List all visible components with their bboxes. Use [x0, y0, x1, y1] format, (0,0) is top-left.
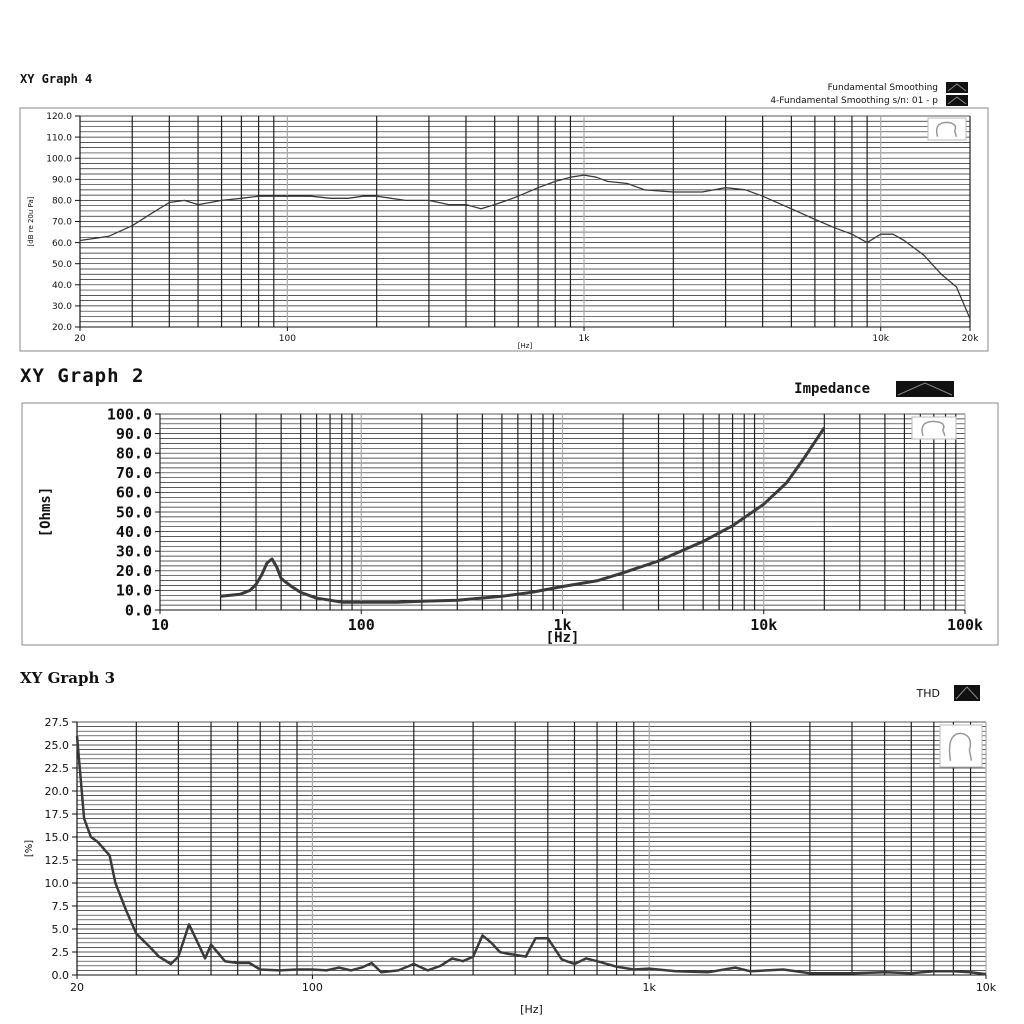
y-axis-label: [%]	[24, 839, 35, 858]
graph2-panel	[0, 355, 1024, 655]
y-tick-label: 60.0	[51, 238, 72, 249]
y-tick-label: 15.0	[44, 830, 69, 844]
grid	[77, 722, 986, 975]
grid	[80, 116, 970, 327]
y-tick-label: 2.5	[51, 945, 69, 959]
x-axis-label: [Hz]	[545, 630, 580, 646]
x-tick-label: 20	[70, 981, 84, 994]
y-tick-label: 12.5	[44, 853, 69, 867]
x-tick-label: 100	[301, 981, 323, 994]
graph3-legend-1-label: THD	[916, 686, 940, 700]
series-line-1	[80, 175, 970, 319]
y-tick-label: 90.0	[115, 424, 152, 443]
y-tick-label: 7.5	[51, 899, 69, 913]
graph3-chart[interactable]	[0, 655, 1024, 1024]
y-tick-label: 80.0	[115, 444, 152, 463]
y-tick-label: 20.0	[44, 784, 69, 798]
y-tick-label: 60.0	[115, 483, 152, 502]
graph3-title: XY Graph 3	[20, 669, 116, 687]
x-tick-label: 100	[278, 334, 296, 344]
x-tick-label: 20	[74, 334, 86, 344]
y-tick-label: 100.0	[46, 154, 72, 165]
graph4-chart[interactable]	[0, 0, 1024, 355]
x-tick-label: 10k	[872, 334, 890, 344]
y-tick-label: 30.0	[115, 542, 152, 561]
x-tick-label: 1k	[578, 334, 590, 344]
palette-icon	[912, 417, 956, 439]
y-tick-label: 100.0	[106, 405, 152, 424]
x-tick-label: 1k	[642, 981, 656, 994]
y-tick-label: 90.0	[51, 175, 72, 186]
chart-frame	[22, 403, 998, 645]
y-tick-label: 10.0	[115, 581, 152, 600]
palette-icon	[928, 118, 966, 140]
y-tick-label: 27.5	[44, 715, 69, 729]
y-axis-label: [dB re 20u Pa]	[27, 196, 35, 247]
graph3-panel	[0, 655, 1024, 1024]
y-tick-label: 120.0	[46, 112, 72, 123]
y-tick-label: 80.0	[51, 196, 72, 207]
y-tick-label: 40.0	[51, 280, 72, 291]
x-tick-label: 100k	[946, 616, 984, 634]
x-axis-label: [Hz]	[520, 1003, 543, 1016]
y-tick-label: 25.0	[44, 738, 69, 752]
y-tick-label: 40.0	[115, 522, 152, 541]
y-tick-label: 20.0	[51, 323, 72, 334]
x-tick-label: 1k	[553, 616, 572, 634]
palette-icon-frame	[928, 118, 966, 140]
y-tick-label: 50.0	[51, 259, 72, 270]
y-tick-label: 70.0	[51, 217, 72, 228]
y-tick-label: 0.0	[51, 968, 69, 982]
palette-icon-frame	[912, 417, 956, 439]
y-tick-label: 50.0	[115, 503, 152, 522]
y-tick-label: 22.5	[44, 761, 69, 775]
y-tick-label: 70.0	[115, 464, 152, 483]
graph4-legend-2-label: 4-Fundamental Smoothing s/n: 01 - p	[770, 95, 938, 106]
graph4-title: XY Graph 4	[20, 72, 93, 86]
x-tick-label: 20k	[961, 334, 979, 344]
palette-icon-frame	[940, 725, 982, 767]
y-tick-label: 0.0	[124, 601, 152, 620]
y-tick-label: 5.0	[51, 922, 69, 936]
graph2-chart[interactable]	[0, 355, 1024, 655]
x-tick-label: 10k	[975, 981, 997, 994]
y-tick-label: 30.0	[51, 302, 72, 313]
graph2-legend-1-label: Impedance	[794, 381, 870, 397]
x-axis-label: [Hz]	[517, 342, 533, 350]
grid	[160, 414, 965, 610]
y-tick-label: 10.0	[44, 876, 69, 890]
y-tick-label: 20.0	[115, 562, 152, 581]
graph2-title: XY Graph 2	[20, 365, 145, 387]
chart-frame	[20, 108, 988, 351]
graph4-legend-1-label: Fundamental Smoothing	[827, 82, 938, 93]
x-tick-label: 10	[150, 616, 170, 634]
y-tick-label: 17.5	[44, 807, 69, 821]
x-tick-label: 100	[347, 616, 375, 634]
palette-icon	[940, 725, 982, 767]
x-tick-label: 10k	[750, 616, 778, 634]
graph4-panel	[0, 0, 1024, 355]
y-axis-label: [Ohms]	[38, 486, 54, 538]
y-tick-label: 110.0	[46, 133, 72, 144]
